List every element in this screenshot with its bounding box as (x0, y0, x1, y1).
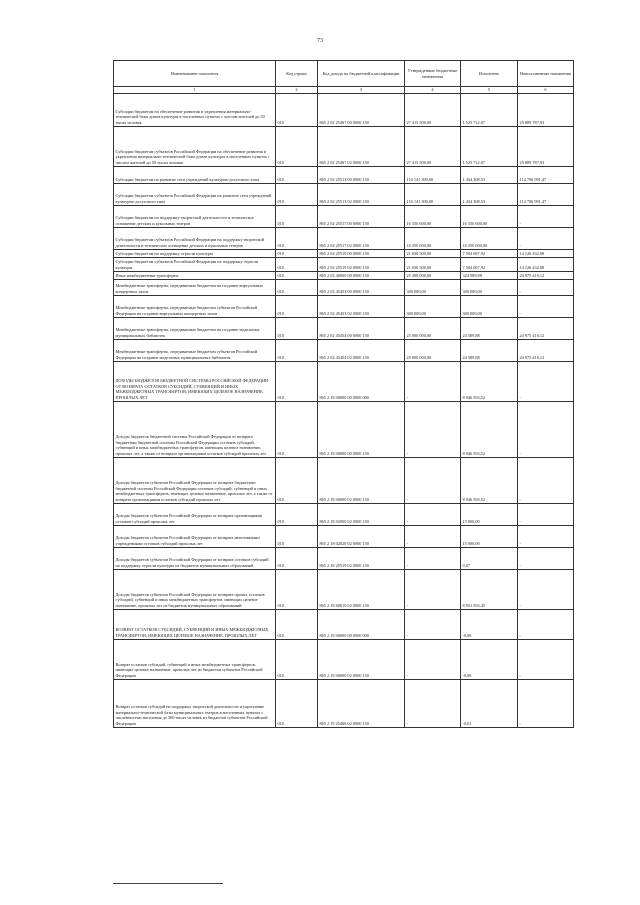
row-approved: 25 300 000,00 (405, 271, 461, 279)
row-line-code: 010 (276, 503, 318, 525)
col-number: 6 (518, 87, 574, 94)
col-header-remaining: Неисполненные назначения (518, 61, 574, 87)
row-name: Субсидии бюджетам на развитие сети учреждений культурно-досугового типа (114, 166, 276, 183)
row-name: Доходы бюджетов бюджетной системы Российской Федерации от возврата бюджетами бюджетной системы Российской Федерации остатков субсидий, субвенций и иных межбюджетных трансфертов, имеющих целевое назначение, прошлых лет, а также от возврата организациями остатков субсидий прошлых лет (114, 401, 276, 457)
row-remaining: - (518, 547, 574, 569)
row-name: Межбюджетные трансферты, передаваемые бюджетам субъектов Российской Федерации на создание виртуальных концертных залов (114, 295, 276, 317)
row-name: Субсидии бюджетам на поддержку отрасли культуры (114, 249, 276, 257)
table-row (114, 401, 574, 457)
row-approved: 21 630 500,00 (405, 257, 461, 271)
row-income-code: 865 2 18 25519 02 0000 150 (318, 547, 405, 569)
row-income-code: 865 2 02 25467 02 0000 150 (318, 126, 405, 166)
row-remaining: - (518, 609, 574, 639)
table-row (114, 227, 574, 249)
row-income-code: 865 2 02 25513 00 0000 150 (318, 166, 405, 183)
row-approved: 27 415 500,00 (405, 126, 461, 166)
row-line-code: 010 (276, 679, 318, 727)
row-income-code: 865 2 02 25513 02 0000 150 (318, 183, 405, 205)
row-name: Субсидии бюджетам субъектов Российской Федерации на поддержку творческой деятельности и техническое оснащение детских и кукольных театров (114, 227, 276, 249)
row-approved: 300 000,00 (405, 295, 461, 317)
row-line-code: 010 (276, 361, 318, 401)
row-income-code: 865 2 02 45454 02 0000 150 (318, 339, 405, 361)
col-number: 2 (276, 87, 318, 94)
row-income-code: 865 2 18 02000 02 0000 150 (318, 503, 405, 525)
row-name: Доходы бюджетов субъектов Российской Федерации от возврата остатков субсидий на поддержку отрасли культуры из бюджетов муниципальных образований (114, 547, 276, 569)
row-approved: - (405, 609, 461, 639)
row-name: Доходы бюджетов субъектов Российской Федерации от возврата организациями остатков субсидий прошлых лет (114, 503, 276, 525)
row-name: Иные межбюджетные трансферты (114, 271, 276, 279)
row-income-code: 865 2 02 45453 02 0000 150 (318, 295, 405, 317)
row-executed: 8 946 393,52 (461, 457, 518, 503)
header-row (114, 61, 574, 87)
row-name: Субсидии бюджетам на поддержку творческой деятельности и техническое оснащение детских и кукольных театров (114, 205, 276, 227)
row-executed: 24 589,88 (461, 339, 518, 361)
row-name: Возврат остатков субсидий, субвенций и иных межбюджетных трансфертов, имеющих целевое назначение, прошлых лет из бюджетов субъектов Российской Федерации (114, 639, 276, 679)
table-row (114, 639, 574, 679)
row-name: Межбюджетные трансферты, передаваемые бюджетам субъектов Российской Федерации на создание модельных муниципальных библиотек (114, 339, 276, 361)
row-approved: - (405, 569, 461, 609)
row-remaining: - (518, 227, 574, 249)
row-income-code: 865 2 18 60010 02 0000 150 (318, 569, 405, 609)
row-remaining: - (518, 457, 574, 503)
table-row (114, 166, 574, 183)
row-line-code: 010 (276, 547, 318, 569)
row-name: Субсидии бюджетам субъектов Российской Федерации на поддержку отрасли культуры (114, 257, 276, 271)
row-name: Субсидии бюджетам субъектов Российской Федерации на обеспечение развития и укрепления материально-технической базы домов культуры в населенных пунктах с числом жителей до 50 тысяч человек (114, 126, 276, 166)
row-approved: - (405, 639, 461, 679)
footer-divider (113, 883, 223, 884)
row-approved: - (405, 547, 461, 569)
row-executed: 15 000,00 (461, 525, 518, 547)
row-approved: - (405, 401, 461, 457)
row-income-code: 865 2 02 25517 00 0000 150 (318, 205, 405, 227)
row-remaining: - (518, 279, 574, 295)
row-line-code: 010 (276, 639, 318, 679)
row-executed: 8 931 393,45 (461, 569, 518, 609)
row-income-code: 865 2 18 00000 02 0000 150 (318, 457, 405, 503)
table-row (114, 93, 574, 126)
row-line-code: 010 (276, 257, 318, 271)
table-row (114, 279, 574, 295)
page-number: 73 (317, 38, 323, 44)
row-income-code: 865 2 02 45453 00 0000 150 (318, 279, 405, 295)
row-executed: 1 525 712,07 (461, 126, 518, 166)
row-approved: 116 141 300,00 (405, 166, 461, 183)
row-remaining: - (518, 679, 574, 727)
table-row (114, 183, 574, 205)
row-approved: - (405, 503, 461, 525)
row-line-code: 010 (276, 295, 318, 317)
row-executed: 1 525 712,07 (461, 93, 518, 126)
row-executed: 1 434 308,53 (461, 166, 518, 183)
row-line-code: 010 (276, 609, 318, 639)
row-line-code: 010 (276, 205, 318, 227)
row-name: ДОХОДЫ БЮДЖЕТОВ БЮДЖЕТНОЙ СИСТЕМЫ РОССИЙСКОЙ ФЕДЕРАЦИИ ОТ ВОЗВРАТА ОСТАТКОВ СУБСИДИЙ, СУБВЕНЦИЙ И ИНЫХ МЕЖБЮДЖЕТНЫХ ТРАНСФЕРТОВ, ИМЕЮЩИХ ЦЕЛЕВОЕ НАЗНАЧЕНИЕ, ПРОШЛЫХ ЛЕТ (114, 361, 276, 401)
row-executed: 7 504 067,92 (461, 249, 518, 257)
row-income-code: 865 2 02 25519 00 0000 150 (318, 249, 405, 257)
row-name: Доходы бюджетов субъектов Российской Федерации от возврата автономными учреждениями остатков субсидий прошлых лет (114, 525, 276, 547)
table-row (114, 525, 574, 547)
row-income-code: 865 2 19 25466 02 0000 150 (318, 679, 405, 727)
row-executed: 300 000,00 (461, 295, 518, 317)
col-number: 4 (405, 87, 461, 94)
income-table (113, 60, 574, 728)
row-name: ВОЗВРАТ ОСТАТКОВ СУБСИДИЙ, СУБВЕНЦИЙ И ИНЫХ МЕЖБЮДЖЕТНЫХ ТРАНСФЕРТОВ, ИМЕЮЩИХ ЦЕЛЕВОЕ НАЗНАЧЕНИЕ, ПРОШЛЫХ ЛЕТ (114, 609, 276, 639)
col-header-income-code: Код дохода по бюджетной классификации (318, 61, 405, 87)
row-approved: 27 415 500,00 (405, 93, 461, 126)
col-header-approved: Утвержденные бюджетные назначения (405, 61, 461, 87)
row-name: Возврат остатков субсидий на поддержку творческой деятельности и укрепление материально-технической базы муниципальных театров в населенных пунктах с численностью населения до 300 тысяч человек из бюджетов субъектов Российской Федерации (114, 679, 276, 727)
table-row (114, 249, 574, 257)
col-number: 5 (461, 87, 518, 94)
row-executed: 0,07 (461, 547, 518, 569)
table-row (114, 569, 574, 609)
row-remaining: 24 975 410,12 (518, 271, 574, 279)
table-body (114, 93, 574, 727)
row-remaining: 114 706 991,47 (518, 166, 574, 183)
row-income-code: 865 2 02 25519 02 0000 150 (318, 257, 405, 271)
row-line-code: 010 (276, 227, 318, 249)
row-remaining: - (518, 295, 574, 317)
row-income-code: 865 2 18 00000 00 0000 150 (318, 401, 405, 457)
row-remaining: - (518, 503, 574, 525)
col-number: 1 (114, 87, 276, 94)
row-line-code: 010 (276, 339, 318, 361)
table-row (114, 317, 574, 339)
col-header-executed: Исполнено (461, 61, 518, 87)
row-line-code: 010 (276, 569, 318, 609)
row-executed: 8 946 393,52 (461, 401, 518, 457)
row-executed: -0,08 (461, 609, 518, 639)
row-remaining: 24 975 410,12 (518, 317, 574, 339)
row-income-code: 865 2 18 00000 00 0000 000 (318, 361, 405, 401)
row-approved: 16 350 600,00 (405, 205, 461, 227)
table-row (114, 271, 574, 279)
row-line-code: 010 (276, 126, 318, 166)
row-line-code: 010 (276, 183, 318, 205)
row-name: Доходы бюджетов субъектов Российской Федерации от возврата прочих остатков субсидий, субвенций и иных межбюджетных трансфертов, имеющих целевое назначение, прошлых лет из бюджетов муниципальных образований (114, 569, 276, 609)
row-remaining: 24 975 410,12 (518, 339, 574, 361)
table-row (114, 361, 574, 401)
row-remaining: - (518, 639, 574, 679)
row-income-code: 865 2 02 25517 02 0000 150 (318, 227, 405, 249)
row-executed: 16 350 600,00 (461, 227, 518, 249)
row-income-code: 865 2 02 45454 00 0000 150 (318, 317, 405, 339)
row-remaining: 14 126 432,08 (518, 249, 574, 257)
row-name: Межбюджетные трансферты, передаваемые бюджетам на создание виртуальных концертных залов (114, 279, 276, 295)
row-executed: 8 946 393,52 (461, 361, 518, 401)
row-remaining: - (518, 525, 574, 547)
col-number: 3 (318, 87, 405, 94)
table-row (114, 257, 574, 271)
table-row (114, 339, 574, 361)
table-row (114, 205, 574, 227)
row-income-code: 865 2 18 02020 02 0000 150 (318, 525, 405, 547)
row-name: Доходы бюджетов субъектов Российской Федерации от возврата бюджетами бюджетной системы Российской Федерации остатков субсидий, субвенций и иных межбюджетных трансфертов, имеющих целевое назначение, прошлых лет, а также от возврата организациями остатков субсидий прошлых лет (114, 457, 276, 503)
row-line-code: 010 (276, 271, 318, 279)
row-remaining: 14 126 432,08 (518, 257, 574, 271)
row-approved: - (405, 679, 461, 727)
row-line-code: 010 (276, 249, 318, 257)
table-row (114, 679, 574, 727)
row-line-code: 010 (276, 93, 318, 126)
row-remaining: 114 706 991,47 (518, 183, 574, 205)
col-header-line-code: Код строки (276, 61, 318, 87)
row-income-code: 865 2 02 25467 00 0000 150 (318, 93, 405, 126)
table-row (114, 547, 574, 569)
row-line-code: 010 (276, 525, 318, 547)
table-row (114, 503, 574, 525)
row-approved: 300 000,00 (405, 279, 461, 295)
row-line-code: 010 (276, 317, 318, 339)
row-line-code: 010 (276, 166, 318, 183)
row-executed: -0,01 (461, 679, 518, 727)
row-approved: 25 000 000,00 (405, 317, 461, 339)
row-remaining: - (518, 569, 574, 609)
row-executed: 15 000,00 (461, 503, 518, 525)
row-executed: 24 589,88 (461, 317, 518, 339)
row-income-code: 865 2 02 40000 00 0000 150 (318, 271, 405, 279)
row-remaining: 25 889 787,93 (518, 126, 574, 166)
row-income-code: 865 2 19 00000 00 0000 000 (318, 609, 405, 639)
col-header-name: Наименование показателя (114, 61, 276, 87)
row-income-code: 865 2 19 00000 02 0000 150 (318, 639, 405, 679)
row-remaining: - (518, 401, 574, 457)
row-approved: 116 141 300,00 (405, 183, 461, 205)
row-executed: 1 434 308,53 (461, 183, 518, 205)
row-executed: -0,08 (461, 639, 518, 679)
row-executed: 16 350 600,00 (461, 205, 518, 227)
row-remaining: - (518, 361, 574, 401)
row-executed: 324 589,88 (461, 271, 518, 279)
row-executed: 7 504 067,92 (461, 257, 518, 271)
row-approved: 21 630 500,00 (405, 249, 461, 257)
row-approved: - (405, 525, 461, 547)
row-approved: - (405, 361, 461, 401)
table-row (114, 295, 574, 317)
row-name: Межбюджетные трансферты, передаваемые бюджетам на создание модельных муниципальных библиотек (114, 317, 276, 339)
row-line-code: 010 (276, 457, 318, 503)
row-line-code: 010 (276, 401, 318, 457)
row-approved: - (405, 457, 461, 503)
row-name: Субсидии бюджетам на обеспечение развития и укрепления материально-технической базы домов культуры в населенных пунктах с числом жителей до 50 тысяч человек (114, 93, 276, 126)
row-line-code: 010 (276, 279, 318, 295)
row-remaining: - (518, 205, 574, 227)
row-approved: 25 000 000,00 (405, 339, 461, 361)
row-remaining: 25 889 787,93 (518, 93, 574, 126)
table-row (114, 457, 574, 503)
row-name: Субсидии бюджетам субъектов Российской Федерации на развитие сети учреждений культурно-досугового типа (114, 183, 276, 205)
table-row (114, 126, 574, 166)
table-row (114, 609, 574, 639)
row-executed: 300 000,00 (461, 279, 518, 295)
row-approved: 16 350 600,00 (405, 227, 461, 249)
